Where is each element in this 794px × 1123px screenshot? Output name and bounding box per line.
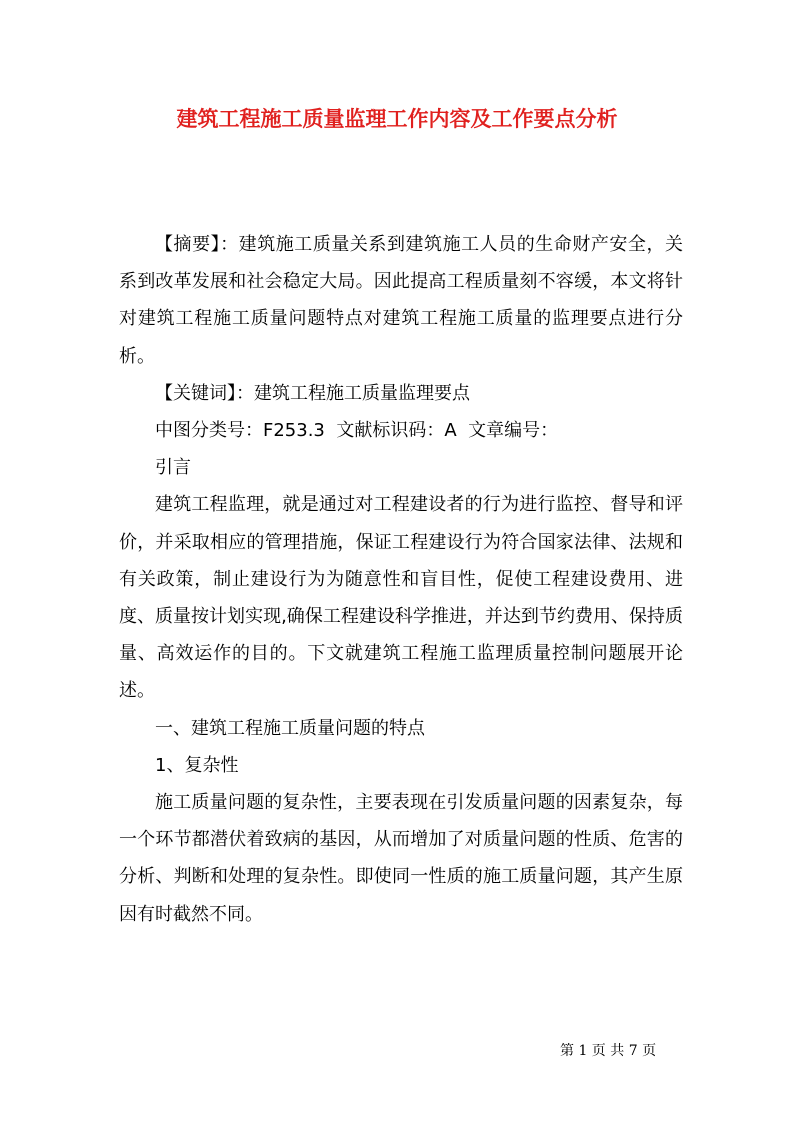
abstract-paragraph: 【摘要】：建筑施工质量关系到建筑施工人员的生命财产安全，关系到改革发展和社会稳定大局。因此提高工程质量刻不容缓，本文将针对建筑工程施工质量问题特点对建筑工程施工质量的监理要点进行分析。 (119, 234, 683, 367)
document-title: 建筑工程施工质量监理工作内容及工作要点分析 (176, 106, 618, 131)
subsection-heading: 1、复杂性 (155, 754, 239, 776)
complexity-paragraph: 施工质量问题的复杂性，主要表现在引发质量问题的因素复杂，每一个环节都潜伏着致病的基因，从而增加了对质量问题的性质、危害的分析、判断和处理的复杂性。即使同一性质的施工质量问题，其产生原因有时截然不同。 (119, 792, 683, 925)
intro-paragraph: 建筑工程监理，就是通过对工程建设者的行为进行监控、督导和评价，并采取相应的管理措施，保证工程建设行为符合国家法律、法规和有关政策，制止建设行为为随意性和盲目性，促使工程建设费用、进度、质量按计划实现,确保工程建设科学推进，并达到节约费用、保持质量、高效运作的目的。下文就建筑工程施工监理质量控制问题展开论述。 (119, 494, 683, 702)
keywords-paragraph: 【关键词】：建筑工程施工质量监理要点 (155, 382, 470, 404)
page-number-label: 第 1 页 共 7 页 (560, 1043, 657, 1059)
intro-heading: 引言 (155, 457, 191, 479)
section-heading: 一、建筑工程施工质量问题的特点 (155, 717, 425, 739)
classification-paragraph: 中图分类号：F253.3 文献标识码：A 文章编号： (155, 420, 559, 442)
page-footer (560, 1041, 690, 1061)
document-body (119, 226, 683, 933)
